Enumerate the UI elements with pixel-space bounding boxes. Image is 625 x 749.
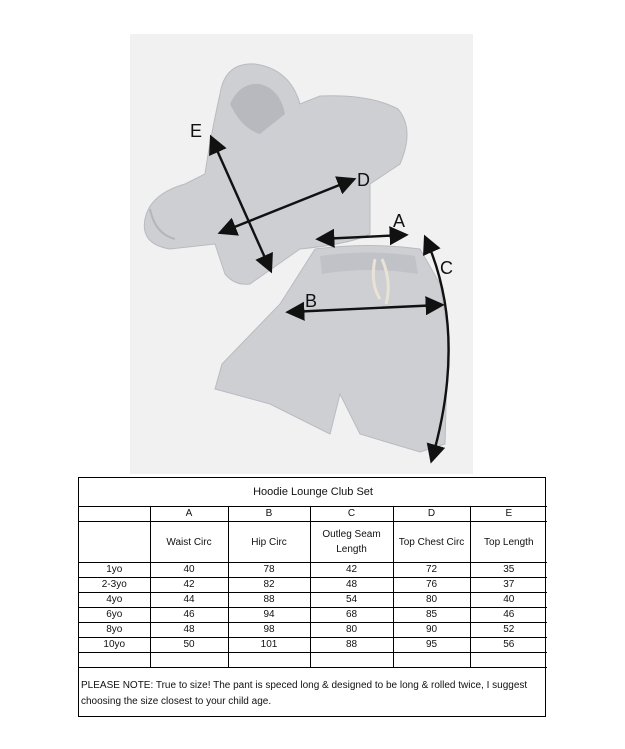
table-row: 4yo 44 88 54 80 40 — [79, 593, 547, 608]
table-row: 6yo 46 94 68 85 46 — [79, 608, 547, 623]
table-row: 8yo 48 98 80 90 52 — [79, 623, 547, 638]
empty-row — [79, 653, 547, 668]
table-row: 10yo 50 101 88 95 56 — [79, 638, 547, 653]
letter-row: A B C D E — [79, 507, 547, 522]
header-row — [79, 522, 547, 563]
table-row: 2-3yo 42 82 48 76 37 — [79, 578, 547, 593]
label-a: A — [393, 211, 406, 231]
header-top-length: Top Length — [470, 522, 547, 563]
size-chart — [78, 477, 546, 717]
size-table — [79, 478, 547, 668]
label-b: B — [305, 291, 318, 311]
header-waist-circ: Waist Circ — [150, 522, 228, 563]
label-d: D — [357, 170, 370, 190]
label-e: E — [190, 121, 203, 141]
label-c: C — [440, 258, 453, 278]
table-title: Hoodie Lounge Club Set — [79, 478, 547, 507]
header-top-chest-circ: Top Chest Circ — [393, 522, 470, 563]
header-hip-circ: Hip Circ — [228, 522, 310, 563]
product-photo — [130, 34, 473, 474]
table-row: 1yo 40 78 42 72 35 — [79, 563, 547, 578]
size-note: PLEASE NOTE: True to size! The pant is speced long & designed to be long & rolled twice, I suggest choosing the size closest to your child age. — [81, 680, 528, 707]
garment-illustration — [130, 34, 473, 474]
header-outleg-seam-length: Outleg Seam Length — [310, 522, 393, 563]
